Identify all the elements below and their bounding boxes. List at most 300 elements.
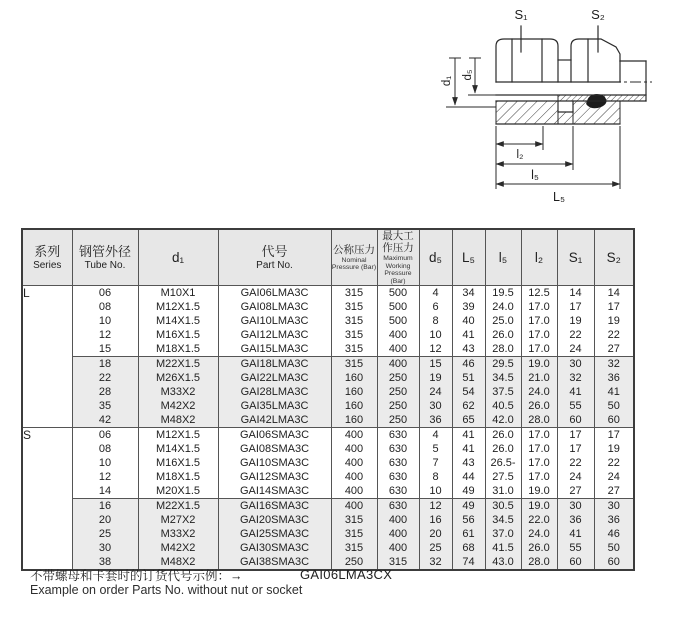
col-d1 [138,286,218,357]
cell-value: 36 [607,372,620,384]
cell-value: 24.0 [528,386,550,398]
cell-value: 400 [388,542,408,554]
cell-value: 68 [462,542,475,554]
header-d1: d₁ [138,229,218,286]
L5-dim-label: L₅ [553,190,565,204]
cell-value: 25 [429,542,442,554]
col-l2 [521,357,557,428]
s1-label: S₁ [514,7,528,22]
cell-value: 28.0 [528,414,550,426]
col-tube [72,428,138,499]
header-part-no [218,229,331,286]
cell-value: 41.5 [492,542,514,554]
cell-value: 18 [98,358,112,370]
cell-value: 39 [462,301,475,313]
cell-value: 41 [569,386,582,398]
col-max [377,499,419,571]
cell-value: 41 [462,329,475,341]
cell-value: 315 [388,556,408,568]
header-series [22,229,72,286]
header-series-cn: 系列 [34,244,61,259]
table-body [22,286,634,571]
cell-value: 30 [569,358,582,370]
cell-value: 26.0 [528,542,550,554]
cell-value: 37.0 [492,528,514,540]
cell-value: 24 [607,471,620,483]
cell-value: 41 [607,386,620,398]
series-L-block-1 [22,286,634,357]
cell-value: 160 [344,372,364,384]
cell-value: 25.0 [492,315,514,327]
cell-value: 46 [607,528,620,540]
cell-value: 36 [429,414,442,426]
cell-value: 22 [607,457,620,469]
series-L-block-2 [22,357,634,428]
header-nominal-pressure: 公称压力 Nominal Pressure (Bar) [331,229,377,286]
cell-value: 27 [569,485,582,497]
cell-value: 19.0 [528,485,550,497]
cell-value: GAI42LMA3C [240,414,309,426]
col-s2 [594,499,634,571]
cell-value: 6 [432,301,439,313]
cell-value: 250 [344,556,364,568]
cell-value: M22X1.5 [155,500,201,512]
col-l2 [521,428,557,499]
cell-value: 15 [98,343,112,355]
cell-value: 22 [569,329,582,341]
cell-value: 14 [98,485,112,497]
cell-value: 17.0 [528,457,550,469]
cell-value: GAI22LMA3C [240,372,309,384]
cell-value: 19 [429,372,442,384]
cell-value: GAI14SMA3C [239,485,310,497]
header-d5: d₅ [419,229,452,286]
cell-value: 43 [462,343,475,355]
cell-value: 400 [388,358,408,370]
col-part [218,428,331,499]
cell-value: 17.0 [528,429,550,441]
col-l5 [485,428,521,499]
col-nominal [331,286,377,357]
col-part [218,499,331,571]
cell-value: 500 [388,301,408,313]
cell-value: 630 [388,429,408,441]
cell-value: M14X1.5 [155,315,201,327]
cell-value: 50 [607,542,620,554]
cell-value: 37.5 [492,386,514,398]
cell-value: 61 [462,528,475,540]
cell-value: 24 [569,471,582,483]
body-hex-outline [496,39,558,82]
cell-value: GAI16SMA3C [239,500,310,512]
cell-value: GAI28LMA3C [240,386,309,398]
cell-value: 315 [344,514,364,526]
header-part-en: Part No. [256,260,293,271]
cell-value: 41 [462,429,475,441]
cell-value: 28.0 [528,556,550,568]
cell-value: 74 [462,556,475,568]
cell-value: 630 [388,443,408,455]
cell-value: 4 [432,287,439,299]
cell-value: 400 [344,485,364,497]
col-l5 [485,499,521,571]
cell-value: 400 [388,528,408,540]
cell-value: 8 [432,471,439,483]
series-S-block-2 [22,499,634,571]
cell-value: 10 [98,457,112,469]
col-max [377,357,419,428]
col-d1 [138,357,218,428]
cell-value: 30.5 [492,500,514,512]
cell-value: 315 [344,315,364,327]
cell-value: GAI08LMA3C [240,301,309,313]
cell-value: 160 [344,386,364,398]
cell-value: 22.0 [528,514,550,526]
cell-value: 56 [462,514,475,526]
col-l5 [485,286,521,357]
cell-value: 49 [462,485,475,497]
cell-value: 19.5 [492,287,514,299]
col-s1 [557,499,594,571]
cell-value: 32 [569,372,582,384]
col-d5 [419,357,452,428]
cell-value: 250 [388,372,408,384]
cell-value: 22 [98,372,112,384]
col-l5 [485,357,521,428]
header-series-en: Series [33,260,62,271]
nut-hex-outline [571,39,620,82]
header-max-working-pressure: 最大工作压力 Maximum Working Pressure (Bar) [377,229,419,286]
cell-value: M27X2 [160,514,196,526]
cell-value: 315 [344,301,364,313]
col-s2 [594,357,634,428]
col-tube [72,357,138,428]
l5-dim-label: l₅ [531,168,539,182]
col-max [377,428,419,499]
cell-value: 40.5 [492,400,514,412]
col-L5 [452,357,485,428]
cell-value: 60 [607,556,620,568]
col-s1 [557,357,594,428]
col-max [377,286,419,357]
cell-value: 20 [429,528,442,540]
cell-value: 12 [429,500,442,512]
cell-value: 27 [607,343,620,355]
cell-value: 51 [462,372,475,384]
header-L5: L₅ [452,229,485,286]
cell-value: 22 [607,329,620,341]
l2-dim-label: l₂ [516,149,524,161]
cell-value: 12 [98,329,112,341]
cell-value: 14 [607,287,620,299]
cell-value: 19.0 [528,358,550,370]
cell-value: 46 [462,358,475,370]
cell-value: 30 [607,500,620,512]
cell-value: M12X1.5 [155,301,201,313]
cell-value: 36 [607,514,620,526]
cell-value: 400 [344,471,364,483]
cell-value: GAI30SMA3C [239,542,310,554]
cell-value: 400 [344,457,364,469]
col-tube [72,499,138,571]
cell-value: GAI12LMA3C [240,329,309,341]
col-tube [72,286,138,357]
col-l2 [521,286,557,357]
cell-value: 12 [429,343,442,355]
cell-value: GAI18LMA3C [240,358,309,370]
cell-value: 35 [98,400,112,412]
cell-value: 30 [429,400,442,412]
col-d1 [138,499,218,571]
fitting-section-diagram [438,2,687,214]
cell-value: 24.0 [528,528,550,540]
cell-value: 43 [462,457,475,469]
cell-value: 49 [462,500,475,512]
cell-value: 26.0 [528,400,550,412]
section-hatch-areas [496,95,646,124]
cell-value: 400 [344,429,364,441]
cell-value: 12.5 [528,287,550,299]
cell-value: GAI12SMA3C [239,471,310,483]
cell-value: 17 [569,301,582,313]
cell-value: 38 [98,556,112,568]
cell-value: 250 [388,386,408,398]
order-note-en: Example on order Parts No. without nut or socket [30,583,303,597]
cell-value: 19 [607,315,620,327]
cell-value: M20X1.5 [155,485,201,497]
order-example-code: GAI06LMA3CX [300,567,393,582]
s2-label: S₂ [591,7,605,22]
d1-dim-label: d₁ [441,75,453,87]
cell-value: 26.5- [490,457,516,469]
cell-value: 60 [569,414,582,426]
cell-value: 10 [429,329,442,341]
cell-value: 400 [344,500,364,512]
cell-value: 27 [607,485,620,497]
cell-value: 16 [98,500,112,512]
cell-value: 22 [569,457,582,469]
col-d1 [138,428,218,499]
cell-value: 43.0 [492,556,514,568]
cell-value: M33X2 [160,386,196,398]
cell-value: 4 [432,429,439,441]
cell-value: 24 [429,386,442,398]
cell-value: 315 [344,358,364,370]
cell-value: 17.0 [528,315,550,327]
cell-value: GAI10LMA3C [240,315,309,327]
d5-dim-label: d₅ [462,69,474,81]
cell-value: 42 [98,414,112,426]
cell-value: 630 [388,500,408,512]
header-s1: S₁ [557,229,594,286]
cell-value: M48X2 [160,414,196,426]
cell-value: GAI38SMA3C [239,556,310,568]
col-part [218,357,331,428]
cell-value: 55 [569,542,582,554]
cell-value: 17.0 [528,471,550,483]
cell-value: 10 [98,315,112,327]
cell-value: 26.0 [492,429,514,441]
cell-value: 14 [569,287,582,299]
cell-value: 06 [98,287,112,299]
series-S-block-1 [22,428,634,499]
cell-value: 500 [388,287,408,299]
cell-value: 40 [462,315,475,327]
cell-value: 17 [607,301,620,313]
cell-value: 50 [607,400,620,412]
cell-value: 630 [388,471,408,483]
cell-value: M14X1.5 [155,443,201,455]
col-s2 [594,286,634,357]
cell-value: M33X2 [160,528,196,540]
col-s1 [557,286,594,357]
cell-value: 54 [462,386,475,398]
cell-value: 16 [429,514,442,526]
col-l2 [521,499,557,571]
cell-value: 315 [344,343,364,355]
cell-value: 29.5 [492,358,514,370]
cell-value: 55 [569,400,582,412]
cell-value: 06 [98,429,112,441]
cell-value: 26.0 [492,443,514,455]
cell-value: 30 [98,542,112,554]
cell-value: 7 [432,457,439,469]
header-l5: l₅ [485,229,521,286]
cell-value: 41 [569,528,582,540]
col-nominal [331,499,377,571]
cell-value: 28 [98,386,112,398]
series-label-S: S [22,428,72,571]
cell-value: 160 [344,414,364,426]
cell-value: GAI15LMA3C [240,343,309,355]
cell-value: M10X1 [160,287,196,299]
cell-value: 19.0 [528,500,550,512]
cell-value: 08 [98,443,112,455]
col-part [218,286,331,357]
cell-value: GAI06LMA3C [240,287,309,299]
cell-value: 400 [388,514,408,526]
cell-value: 60 [569,556,582,568]
cell-value: 34.5 [492,514,514,526]
cell-value: 60 [607,414,620,426]
cell-value: 630 [388,485,408,497]
cell-value: 32 [429,556,442,568]
col-d5 [419,286,452,357]
cell-value: 315 [344,329,364,341]
cell-value: GAI10SMA3C [239,457,310,469]
cell-value: M16X1.5 [155,329,201,341]
cell-value: 315 [344,287,364,299]
cell-value: GAI35LMA3C [240,400,309,412]
cell-value: 32 [607,358,620,370]
cell-value: 30 [569,500,582,512]
cell-value: 315 [344,542,364,554]
cell-value: 36 [569,514,582,526]
cell-value: 24 [569,343,582,355]
col-d5 [419,428,452,499]
cell-value: 34 [462,287,475,299]
cell-value: 17.0 [528,343,550,355]
header-part-cn: 代号 [261,244,288,259]
cell-value: 12 [98,471,112,483]
cell-value: 250 [388,414,408,426]
cell-value: 17.0 [528,443,550,455]
col-s1 [557,428,594,499]
cell-value: 62 [462,400,475,412]
cell-value: GAI25SMA3C [239,528,310,540]
cell-value: GAI20SMA3C [239,514,310,526]
cell-value: 400 [344,443,364,455]
cell-value: 17 [569,429,582,441]
cell-value: 17 [569,443,582,455]
cell-value: M12X1.5 [155,429,201,441]
cell-value: GAI08SMA3C [239,443,310,455]
cell-value: 42.0 [492,414,514,426]
cell-value: M42X2 [160,400,196,412]
cell-value: 17.0 [528,329,550,341]
cell-value: 15 [429,358,442,370]
cell-value: M18X1.5 [155,343,201,355]
cell-value: 315 [344,528,364,540]
cell-value: 26.0 [492,329,514,341]
header-tube-cn: 钢管外径 [78,244,131,259]
cell-value: 41 [462,443,475,455]
header-tube-en: Tube No. [84,260,126,271]
cell-value: GAI06SMA3C [239,429,310,441]
cell-value: M42X2 [160,542,196,554]
cell-value: M22X1.5 [155,358,201,370]
col-L5 [452,286,485,357]
col-L5 [452,499,485,571]
header-tube-no [72,229,138,286]
cell-value: 19 [607,443,620,455]
cell-value: 65 [462,414,475,426]
cell-value: 20 [98,514,112,526]
order-note-cn: 不带螺母和卡套时的订货代号示例：→ [30,569,243,583]
cell-value: M18X1.5 [155,471,201,483]
cell-value: 10 [429,485,442,497]
cell-value: M16X1.5 [155,457,201,469]
cell-value: 17.0 [528,301,550,313]
cell-value: 630 [388,457,408,469]
cell-value: 28.0 [492,343,514,355]
length-dimensions [496,126,620,189]
series-label-L: L [22,286,72,428]
cell-value: 24.0 [492,301,514,313]
cell-value: 44 [462,471,475,483]
col-nominal [331,428,377,499]
table-header-row [22,229,634,286]
cell-value: 400 [388,329,408,341]
cell-value: 27.5 [492,471,514,483]
cell-value: M26X1.5 [155,372,201,384]
header-l2: l₂ [521,229,557,286]
cell-value: 250 [388,400,408,412]
cell-value: 34.5 [492,372,514,384]
cell-value: 31.0 [492,485,514,497]
col-d5 [419,499,452,571]
cell-value: 25 [98,528,112,540]
col-nominal [331,357,377,428]
cell-value: 5 [432,443,439,455]
cell-value: 17 [607,429,620,441]
cell-value: 8 [432,315,439,327]
cell-value: 500 [388,315,408,327]
cell-value: 160 [344,400,364,412]
cell-value: 08 [98,301,112,313]
diameter-dimensions [446,58,496,107]
header-s2: S₂ [594,229,634,286]
